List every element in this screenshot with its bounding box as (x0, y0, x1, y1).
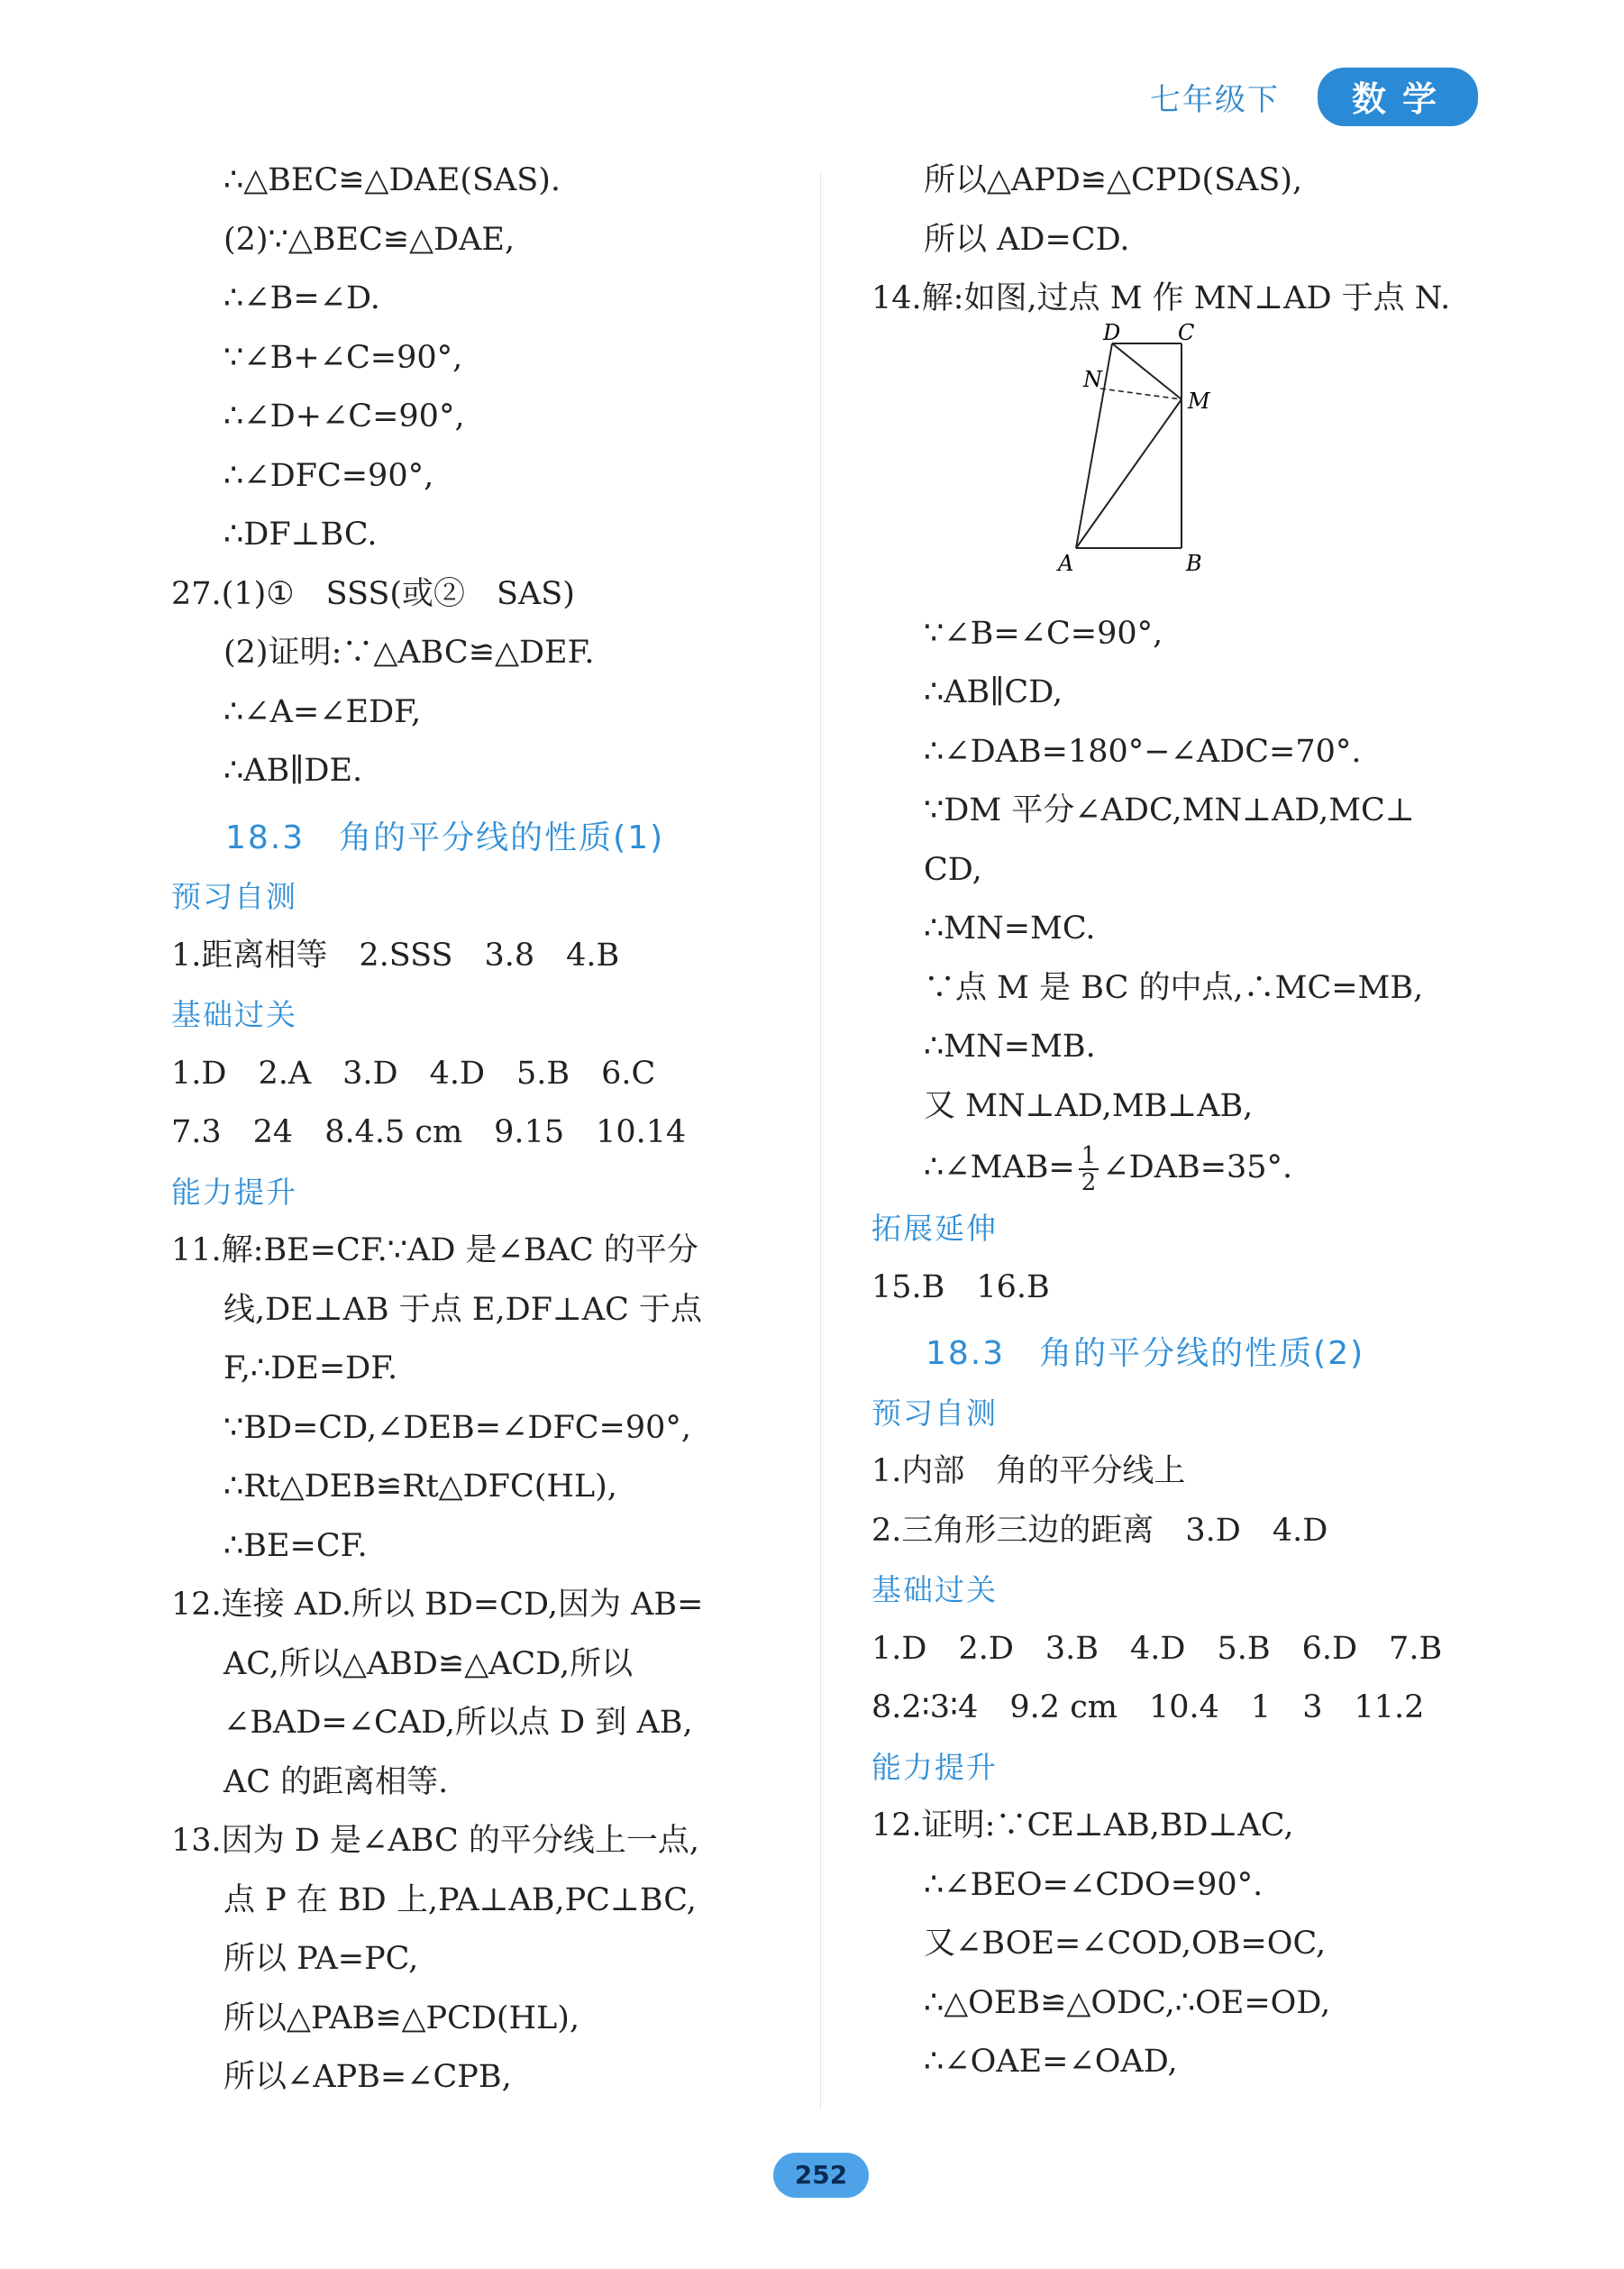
answer-line: AC,所以△ABD≌△ACD,所以 (224, 1645, 634, 1682)
answer-line: 1.D 2.A 3.D 4.D 5.B 6.C (171, 1055, 656, 1092)
label-c: C (1178, 319, 1195, 345)
label-d: D (1103, 319, 1121, 345)
answer-line: 线,DE⊥AB 于点 E,DF⊥AC 于点 (224, 1291, 703, 1328)
answer-line: 15.B 16.B (871, 1268, 1050, 1305)
equation-prefix: ∴∠MAB= (924, 1149, 1075, 1185)
answer-line: 所以 AD=CD. (924, 221, 1130, 258)
answer-line: ∴AB∥CD, (924, 674, 1063, 710)
subsection-heading: 能力提升 (871, 1749, 998, 1785)
answer-line: 11.解:BE=CF.∵AD 是∠BAC 的平分 (171, 1232, 698, 1268)
answer-line: ∴Rt△DEB≌Rt△DFC(HL), (224, 1468, 617, 1505)
label-a: A (1058, 550, 1074, 576)
answer-line: ∵∠B+∠C=90°, (224, 339, 463, 376)
answer-line: 12.证明:∵CE⊥AB,BD⊥AC, (871, 1807, 1294, 1844)
answer-line: ∵∠B=∠C=90°, (924, 615, 1163, 652)
answer-line: 所以 PA=PC, (224, 1941, 419, 1977)
answer-line: ∴DF⊥BC. (224, 517, 378, 553)
column-divider (820, 171, 821, 2109)
answer-line: ∴∠DAB=180°−∠ADC=70°. (924, 733, 1362, 770)
answer-line: 7.3 24 8.4.5 cm 9.15 10.14 (171, 1114, 687, 1150)
answer-line: 又∠BOE=∠COD,OB=OC, (924, 1926, 1327, 1962)
equation-suffix: ∠DAB=35°. (1102, 1149, 1293, 1185)
subsection-heading: 基础过关 (171, 997, 297, 1032)
fraction-denominator: 2 (1081, 1168, 1097, 1196)
answer-line: 14.解:如图,过点 M 作 MN⊥AD 于点 N. (871, 280, 1451, 316)
answer-line: (2)∵△BEC≌△DAE, (224, 221, 515, 258)
answer-line: F,∴DE=DF. (224, 1350, 398, 1386)
page-header (1150, 70, 1478, 123)
label-m: M (1188, 388, 1210, 414)
subsection-heading: 基础过关 (871, 1572, 998, 1607)
answer-line: 所以△PAB≌△PCD(HL), (224, 1999, 580, 2036)
answer-line: 2.三角形三边的距离 3.D 4.D (871, 1512, 1328, 1549)
answer-line: ∴∠B=∠D. (224, 280, 380, 316)
subsection-heading: 预习自测 (171, 879, 297, 914)
subsection-heading: 预习自测 (871, 1395, 998, 1431)
answer-line: 所以△APD≌△CPD(SAS), (924, 162, 1303, 198)
answer-line (871, 1136, 1466, 1199)
fraction (1079, 1143, 1099, 1195)
answer-line: 所以∠APB=∠CPB, (224, 2059, 512, 2095)
answer-line: 8.2∶3∶4 9.2 cm 10.4 1 3 11.2 (871, 1689, 1425, 1725)
right-column (871, 151, 1466, 2092)
answer-line: ∴∠D+∠C=90°, (224, 398, 465, 435)
answer-line: (2)证明:∵△ABC≌△DEF. (224, 635, 595, 671)
trapezoid-diagram (1058, 319, 1254, 587)
subsection-heading: 能力提升 (171, 1174, 297, 1210)
answer-line: 1.内部 角的平分线上 (871, 1453, 1186, 1489)
answer-line: ∴MN=MC. (924, 910, 1096, 947)
answer-line: ∴∠BEO=∠CDO=90°. (924, 1866, 1264, 1903)
answer-line: ∴△OEB≌△ODC,∴OE=OD, (924, 1984, 1331, 2021)
answer-line: ∴∠OAE=∠OAD, (924, 2044, 1178, 2080)
answer-line: ∴△BEC≌△DAE(SAS). (224, 162, 561, 198)
section-title: 18.3 角的平分线的性质(2) (926, 1335, 1365, 1372)
answer-line: 12.连接 AD.所以 BD=CD,因为 AB= (171, 1587, 704, 1623)
answer-line: ∴∠DFC=90°, (224, 457, 434, 494)
answer-line: ∵DM 平分∠ADC,MN⊥AD,MC⊥ (924, 792, 1415, 828)
answer-line: ∴BE=CF. (224, 1527, 368, 1564)
answer-line: 点 P 在 BD 上,PA⊥AB,PC⊥BC, (224, 1881, 697, 1918)
answer-line: AC 的距离相等. (224, 1763, 449, 1800)
answer-line: CD, (924, 851, 982, 888)
answer-line: ∠BAD=∠CAD,所以点 D 到 AB, (224, 1705, 693, 1741)
answer-line: ∵点 M 是 BC 的中点,∴MC=MB, (924, 969, 1424, 1006)
geometry-figure (871, 319, 1466, 605)
answer-line: 27.(1)① SSS(或② SAS) (171, 575, 575, 612)
fraction-numerator: 1 (1079, 1143, 1099, 1170)
left-column (171, 151, 784, 2108)
answer-line: 1.D 2.D 3.B 4.D 5.B 6.D 7.B (871, 1630, 1443, 1667)
answer-line: 13.因为 D 是∠ABC 的平分线上一点, (171, 1823, 699, 1859)
answer-line: 1.距离相等 2.SSS 3.8 4.B (171, 937, 620, 974)
section-title: 18.3 角的平分线的性质(1) (225, 819, 665, 856)
label-b: B (1186, 550, 1202, 576)
answer-line: ∴AB∥DE. (224, 753, 363, 789)
answer-line: ∴∠A=∠EDF, (224, 693, 422, 730)
subsection-heading: 拓展延伸 (871, 1211, 998, 1246)
page-number: 252 (773, 2153, 869, 2198)
grade-label: 七年级下 (1149, 81, 1280, 118)
answer-line: ∵BD=CD,∠DEB=∠DFC=90°, (224, 1409, 692, 1446)
answer-line: ∴MN=MB. (924, 1029, 1096, 1065)
answer-line: 又 MN⊥AD,MB⊥AB, (924, 1087, 1254, 1124)
label-n: N (1083, 366, 1102, 392)
subject-badge: 数学 (1318, 68, 1478, 126)
